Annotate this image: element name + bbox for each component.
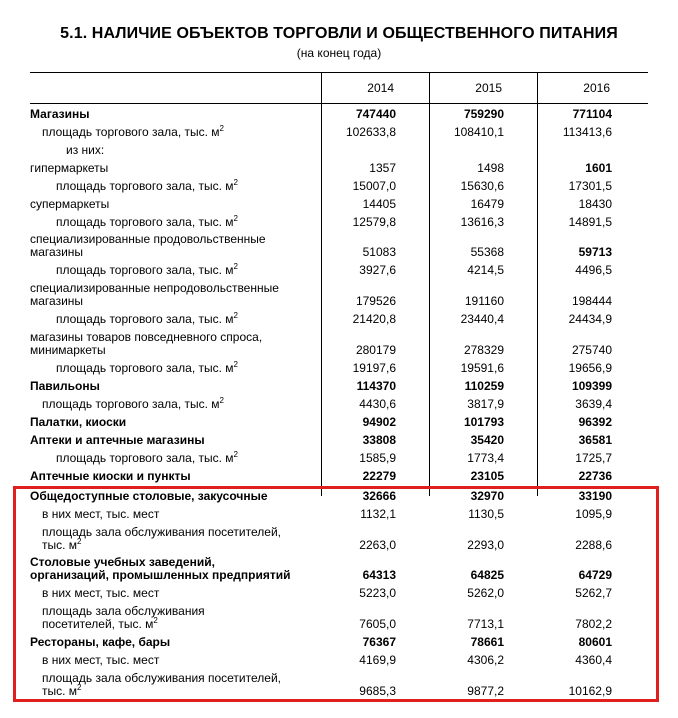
cell-2014: 21420,8 — [352, 312, 396, 326]
cell-2015: 19591,6 — [460, 361, 504, 375]
cell-2014: 22279 — [362, 469, 396, 483]
cell-2015: 23105 — [470, 469, 504, 483]
cell-2015: 1498 — [477, 161, 504, 175]
cell-2014: 12579,8 — [352, 215, 396, 229]
cell-2016: 96392 — [578, 415, 612, 429]
cell-2016: 1095,9 — [575, 507, 612, 521]
row-label: площадь торгового зала, тыс. $м^2$ — [56, 214, 238, 229]
cell-2015: 108410,1 — [453, 125, 504, 139]
cell-2014: 1132,1 — [360, 507, 396, 521]
cell-2014: 280179 — [355, 343, 396, 357]
cell-2014: 4169,9 — [359, 653, 396, 667]
cell-2016: 771104 — [572, 107, 612, 121]
cell-2015: 64825 — [470, 568, 504, 582]
row-label: площадь торгового зала, тыс. $м^2$ — [56, 311, 238, 326]
row-label: в них мест, тыс. мест — [42, 507, 160, 521]
cell-2015: 110259 — [464, 379, 504, 393]
cell-2015: 101793 — [463, 415, 504, 429]
cell-2015: 759290 — [463, 107, 504, 121]
cell-2016: 18430 — [578, 197, 612, 211]
cell-2014: 1585,9 — [359, 451, 396, 465]
cell-2016: 22736 — [578, 469, 612, 483]
cell-2014: 747440 — [355, 107, 396, 121]
cell-2016: 1601 — [585, 161, 612, 175]
row-label: площадь торгового зала, тыс. $м^2$ — [56, 178, 238, 193]
cell-2015: 55368 — [470, 245, 504, 259]
row-label: площадь торгового зала, тыс. $м^2$ — [56, 450, 238, 465]
row-label: Рестораны, кафе, бары — [30, 635, 171, 649]
row-label: специализированные продовольственные магазины — [30, 232, 266, 259]
cell-2015: 4214,5 — [467, 263, 504, 277]
cell-2014: 1357 — [369, 161, 396, 175]
cell-2015: 9877,2 — [467, 684, 504, 698]
cell-2014: 5223,0 — [359, 586, 396, 600]
row-label: гипермаркеты — [30, 161, 109, 175]
cell-2014: 76367 — [362, 635, 396, 649]
cell-2016: 109399 — [571, 379, 612, 393]
cell-2014: 9685,3 — [359, 684, 396, 698]
cell-2015: 278329 — [463, 343, 504, 357]
row-label: в них мест, тыс. мест — [42, 586, 160, 600]
cell-2016: 7802,2 — [575, 617, 612, 631]
cell-2014: 94902 — [362, 415, 396, 429]
cell-2016: 64729 — [578, 568, 612, 582]
row-label: из них: — [66, 143, 105, 157]
cell-2015: 7713,1 — [467, 617, 504, 631]
highlight-box — [13, 486, 659, 702]
row-label: площадь торгового зала, тыс. $м^2$ — [56, 262, 238, 277]
cell-2016: 275740 — [571, 343, 612, 357]
cell-2014: 33808 — [362, 433, 396, 447]
cell-2016: 113413,6 — [562, 125, 612, 139]
cell-2016: 80601 — [578, 635, 612, 649]
cell-2015: 4306,2 — [467, 653, 504, 667]
row-label: Общедоступные столовые, закусочные — [30, 489, 268, 503]
year-2014: 2014 — [367, 81, 394, 95]
cell-2015: 32970 — [470, 489, 504, 503]
year-2016: 2016 — [583, 81, 610, 95]
cell-2015: 15630,6 — [460, 179, 504, 193]
cell-2014: 32666 — [362, 489, 396, 503]
cell-2016: 4360,4 — [575, 653, 612, 667]
cell-2015: 78661 — [470, 635, 504, 649]
row-label: Павильоны — [30, 379, 100, 393]
cell-2016: 4496,5 — [575, 263, 612, 277]
cell-2015: 191160 — [464, 294, 504, 308]
cell-2015: 1130,5 — [468, 507, 504, 521]
cell-2016: 24434,9 — [568, 312, 612, 326]
cell-2015: 16479 — [470, 197, 504, 211]
row-label: в них мест, тыс. мест — [42, 653, 160, 667]
row-label: Аптечные киоски и пункты — [30, 469, 191, 483]
cell-2014: 4430,6 — [359, 397, 396, 411]
cell-2016: 33190 — [578, 489, 612, 503]
row-label: площадь зала обслуживания посетителей, тыс. $м^2$ — [42, 525, 281, 552]
cell-2015: 35420 — [470, 433, 504, 447]
cell-2014: 14405 — [362, 197, 396, 211]
page-subtitle: (на конец года) — [296, 46, 382, 60]
cell-2016: 17301,5 — [568, 179, 612, 193]
cell-2015: 23440,4 — [460, 312, 504, 326]
cell-2014: 19197,6 — [352, 361, 396, 375]
row-label: Аптеки и аптечные магазины — [30, 433, 205, 447]
row-label: площадь зала обслуживания посетителей, тыс. $м^2$ — [42, 671, 281, 698]
row-label: площадь торгового зала, тыс. $м^2$ — [42, 124, 224, 139]
cell-2016: 5262,7 — [575, 586, 612, 600]
cell-2016: 59713 — [578, 245, 612, 259]
cell-2015: 13616,3 — [460, 215, 504, 229]
row-label: Столовые учебных заведений, организаций, промышленных предприятий — [30, 555, 291, 582]
row-label: супермаркеты — [30, 197, 110, 211]
row-label: специализированные непродовольственные магазины — [30, 281, 279, 308]
cell-2014: 51083 — [362, 245, 396, 259]
cell-2016: 198444 — [571, 294, 612, 308]
cell-2014: 2263,0 — [359, 538, 396, 552]
cell-2014: 7605,0 — [359, 617, 396, 631]
cell-2016: 10162,9 — [568, 684, 612, 698]
cell-2016: 2288,6 — [575, 538, 612, 552]
row-label: площадь торгового зала, тыс. $м^2$ — [56, 360, 238, 375]
cell-2015: 5262,0 — [467, 586, 504, 600]
row-label: площадь зала обслуживания посетителей, тыс. $м^2$ — [42, 604, 205, 631]
cell-2014: 102633,8 — [345, 125, 396, 139]
cell-2015: 2293,0 — [467, 538, 504, 552]
cell-2015: 3817,9 — [467, 397, 504, 411]
cell-2016: 36581 — [578, 433, 612, 447]
cell-2014: 64313 — [362, 568, 396, 582]
cell-2016: 14891,5 — [568, 215, 612, 229]
year-2015: 2015 — [475, 81, 502, 95]
cell-2014: 114370 — [356, 379, 396, 393]
cell-2014: 3927,6 — [359, 263, 396, 277]
cell-2016: 19656,9 — [568, 361, 612, 375]
cell-2015: 1773,4 — [467, 451, 504, 465]
row-label: площадь торгового зала, тыс. $м^2$ — [42, 396, 224, 411]
cell-2014: 179526 — [355, 294, 396, 308]
cell-2016: 1725,7 — [575, 451, 612, 465]
row-label: магазины товаров повседневного спроса, минимаркеты — [30, 330, 263, 357]
cell-2014: 15007,0 — [352, 179, 396, 193]
row-label: Магазины — [30, 107, 90, 121]
row-label: Палатки, киоски — [30, 415, 127, 429]
page-title: 5.1. НАЛИЧИЕ ОБЪЕКТОВ ТОРГОВЛИ И ОБЩЕСТВЕННОГО ПИТАНИЯ — [60, 25, 618, 42]
cell-2016: 3639,4 — [575, 397, 612, 411]
